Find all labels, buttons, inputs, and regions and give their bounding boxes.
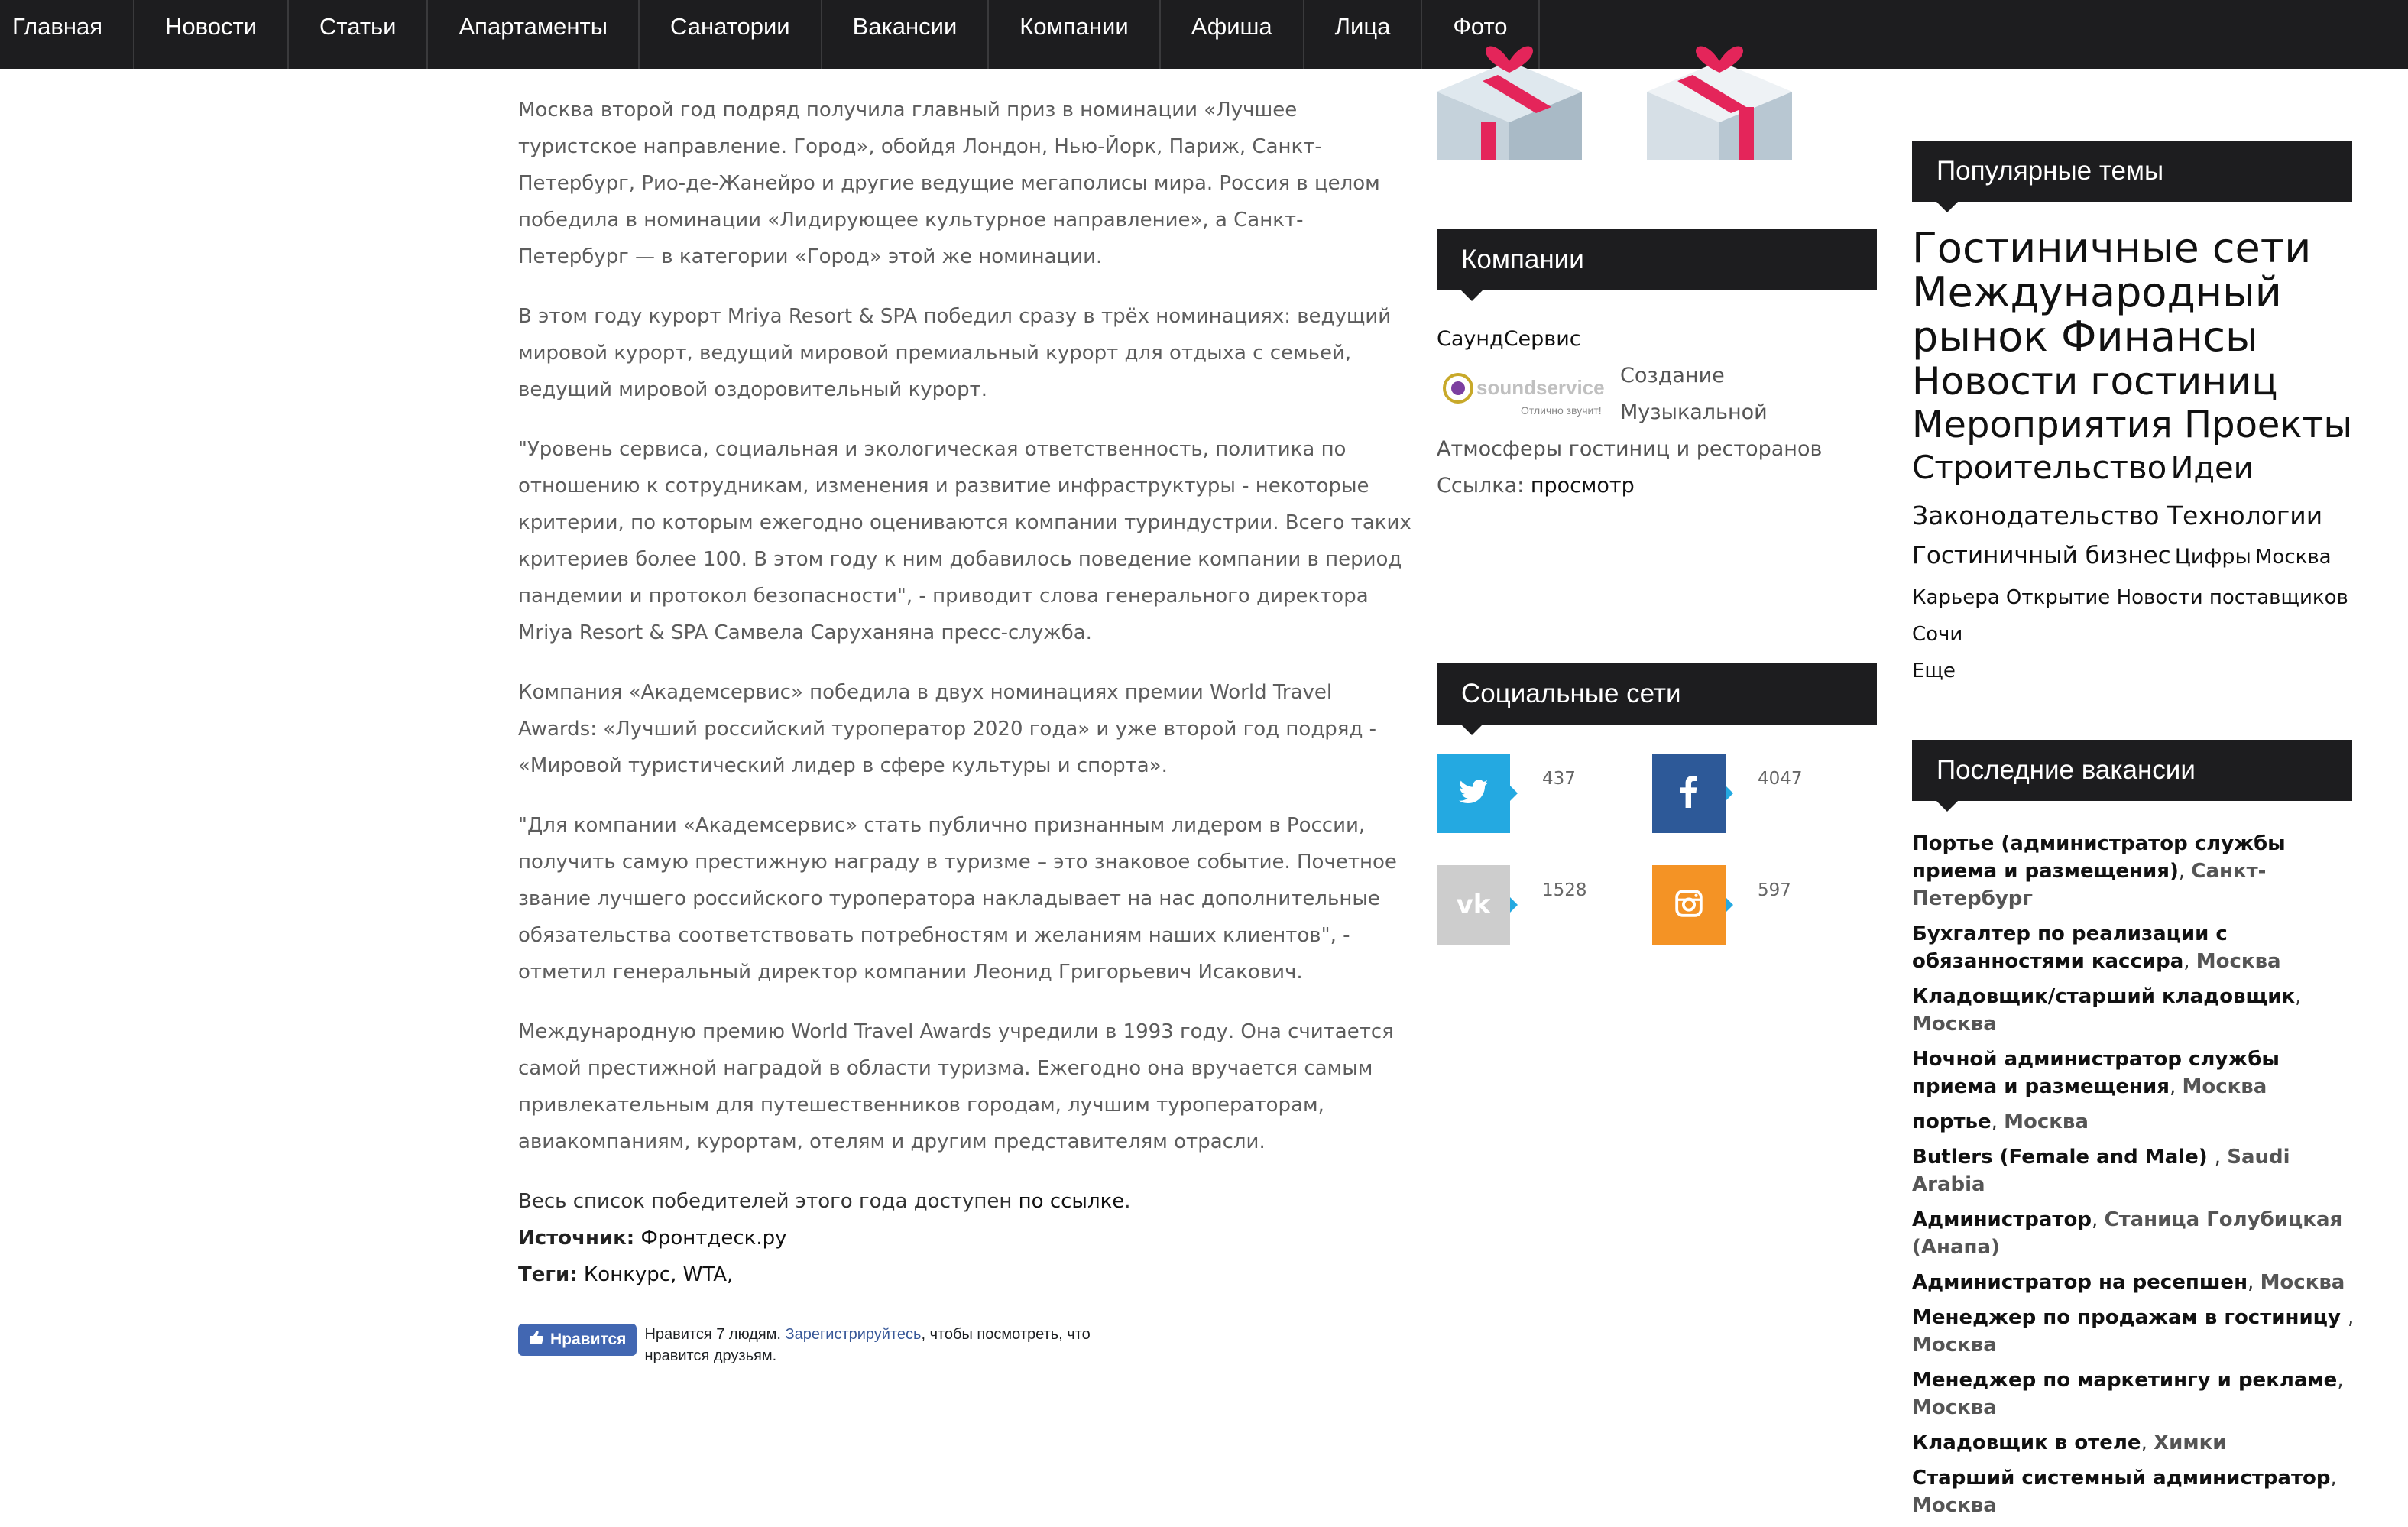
company-view-link[interactable]: просмотр [1530, 474, 1635, 498]
vacancy-city: Москва [2182, 1075, 2267, 1098]
vacancy-city: Москва [2196, 950, 2281, 973]
nav-item-photo[interactable]: Фото [1422, 0, 1539, 69]
full-list-line [518, 1183, 1412, 1220]
vacancy-title[interactable]: Ночной администратор службы приема и размещения [1912, 1048, 2280, 1098]
vacancy-city: Химки [2154, 1431, 2227, 1454]
vacancy-title[interactable]: Старший системный администратор [1912, 1467, 2331, 1490]
article-paragraph: Международную премию World Travel Awards учредили в 1993 году. Она считается самой престижной наградой в области туризма. Ежегодно она вручается самым привлекательным для путешественников городам, лучшим туроператорам, авиакомпаниям, курортам, отелям и другим представителям отрасли. [518, 1020, 1394, 1153]
nav-item-articles[interactable]: Статьи [289, 0, 428, 69]
nav-item-people[interactable]: Лица [1304, 0, 1423, 69]
vacancy-title[interactable]: Butlers (Female and Male) [1912, 1146, 2215, 1169]
vacancy-item[interactable]: Кладовщик в отеле, Химки [1912, 1431, 2227, 1454]
vacancies-list [1912, 830, 2355, 1527]
tag-link[interactable]: Гостиничные сети [1912, 224, 2312, 272]
article-paragraph: Компания «Академсервис» победила в двух номинациях премии World Travel Awards: «Лучший российский туроператор 2020 года» и уже второй год подряд - «Мировой туристический лидер в сфере культуры и спорта». [518, 681, 1377, 777]
gift-box-banner[interactable] [1437, 31, 1582, 160]
social-widget-title: Социальные сети [1437, 663, 1877, 725]
nav-item-news[interactable]: Новости [134, 0, 289, 69]
facebook-like-box [518, 1324, 1412, 1367]
article-paragraph: "Уровень сервиса, социальная и экологическая ответственность, политика по отношению к сотрудникам, изменения и развитие инфраструктуры - некоторые критерии, по которым ежегодно оцениваются компании туриндустрии. Всего таких критериев более 100. В этом году к ним добавилось поведение компании в период пандемии и протокол безопасности", - приводит слова генерального директора Mriya Resort & SPA Самвела Саруханяна пресс-служба. [518, 438, 1411, 644]
facebook-count: 4047 [1758, 769, 1803, 789]
tag-link[interactable]: Москва [2254, 546, 2332, 569]
nav-item-sanatoriums[interactable]: Санатории [640, 0, 822, 69]
twitter-icon [1459, 780, 1488, 808]
tag-cloud [1912, 226, 2355, 689]
tag-link[interactable]: Цифры [2174, 545, 2251, 569]
vacancy-title[interactable]: Бухгалтер по реализации с обязанностями кассира [1912, 922, 2228, 973]
thumbs-up-icon [529, 1330, 544, 1350]
tag-link[interactable]: Мероприятия [1912, 404, 2173, 446]
vacancy-item[interactable]: Администратор, Станица Голубицкая (Анапа) [1912, 1208, 2343, 1259]
tag-link[interactable]: Проекты [2184, 404, 2353, 446]
facebook-button[interactable] [1652, 754, 1726, 833]
gift-box-banner[interactable] [1647, 31, 1792, 160]
latest-vacancies-title: Последние вакансии [1912, 740, 2352, 801]
vacancy-item[interactable]: Менеджер по маркетингу и рекламе, Москва [1912, 1369, 2344, 1419]
tag-link[interactable]: Открытие [2005, 586, 2111, 609]
banner-row [1437, 69, 1819, 168]
nav-item-main[interactable]: Главная [0, 0, 134, 69]
vacancy-item[interactable]: Кладовщик/старший кладовщик, Москва [1912, 985, 2302, 1036]
like-text-end: , чтобы посмотреть, что нравится друзьям. [644, 1326, 1091, 1364]
tags-line [518, 1256, 1412, 1293]
instagram-count: 597 [1758, 880, 1791, 900]
full-list-text: Весь список победителей этого года доступен [518, 1190, 1019, 1213]
vacancy-city: Станица Голубицкая (Анапа) [1912, 1208, 2343, 1259]
nav-item-vacancies[interactable]: Вакансии [822, 0, 990, 69]
tag-link[interactable]: Новости гостиниц [1912, 359, 2278, 404]
tag-link[interactable]: Идеи [2170, 451, 2254, 486]
article-paragraph: "Для компании «Академсервис» стать публично признанным лидером в России, получить самую престижную награду в туризме – это знаковое событие. Почетное звание лучшего российского туроператора накладывает на нас дополнительные обязательства соответствовать потребностям и желаниям наших клиентов", - отметил генеральный директор компании Леонид Григорьевич Исакович. [518, 814, 1397, 984]
register-link[interactable]: Зарегистрируйтесь [785, 1326, 922, 1343]
vacancy-title[interactable]: Кладовщик в отеле [1912, 1431, 2141, 1454]
source-label: Источник: [518, 1227, 635, 1250]
vacancy-city: Москва [2260, 1271, 2345, 1294]
tag-link[interactable]: Сочи [1912, 623, 1963, 646]
tags-links[interactable]: Конкурс, WTA, [583, 1263, 734, 1286]
vacancy-item[interactable]: Менеджер по продажам в гостиницу , Москва [1912, 1306, 2355, 1357]
tag-link[interactable]: Новости поставщиков [2116, 586, 2348, 609]
vacancy-item[interactable]: Бухгалтер по реализации с обязанностями кассира, Москва [1912, 922, 2281, 973]
source-link[interactable]: Фронтдеск.ру [640, 1227, 787, 1250]
main-navigation [0, 0, 2408, 69]
full-list-link[interactable]: по ссылке [1018, 1190, 1125, 1213]
vacancy-item[interactable]: портье, Москва [1912, 1110, 2089, 1133]
like-info-text [644, 1324, 1149, 1367]
vacancy-city: Москва [2004, 1110, 2089, 1133]
vk-button[interactable] [1437, 865, 1510, 945]
vacancy-city: Москва [1912, 1494, 1997, 1517]
company-link-label: Ссылка: [1437, 474, 1531, 498]
vk-icon: vk [1456, 890, 1491, 920]
tag-link[interactable]: Строительство [1912, 449, 2167, 486]
tags-label: Теги: [518, 1263, 578, 1286]
company-logo-tagline: Отлично звучит! [1521, 404, 1602, 417]
vk-count: 1528 [1542, 880, 1587, 900]
vacancy-item[interactable]: Администратор на ресепшен, Москва [1912, 1271, 2345, 1294]
vacancy-title[interactable]: Кладовщик/старший кладовщик [1912, 985, 2296, 1008]
tag-link[interactable]: Технологии [2167, 501, 2323, 530]
tag-link[interactable]: Гостиничный бизнес [1912, 542, 2171, 569]
company-logo-text: soundservice [1476, 376, 1605, 399]
company-card [1437, 321, 1877, 504]
full-list-end: . [1124, 1190, 1131, 1213]
vacancy-title[interactable]: Администратор [1912, 1208, 2092, 1231]
vacancy-item[interactable]: Старший системный администратор, Москва [1912, 1467, 2337, 1517]
company-link-line [1437, 468, 1877, 504]
vacancy-item[interactable]: Butlers (Female and Male) , Saudi Arabia [1912, 1146, 2290, 1196]
vacancy-item[interactable]: Ночной администратор службы приема и размещения, Москва [1912, 1048, 2280, 1098]
instagram-icon [1674, 889, 1703, 922]
more-tags-link[interactable]: Еще [1912, 660, 1956, 682]
tag-link[interactable]: Законодательство [1912, 501, 2160, 530]
vacancy-city: Saudi Arabia [1912, 1146, 2290, 1196]
source-line [518, 1220, 1412, 1256]
vacancy-title[interactable]: Менеджер по продажам в гостиницу [1912, 1306, 2348, 1329]
vacancy-city: Москва [1912, 1334, 1997, 1357]
facebook-icon [1680, 776, 1697, 812]
nav-item-apartments[interactable]: Апартаменты [428, 0, 640, 69]
article-paragraph: Москва второй год подряд получила главный приз в номинации «Лучшее туристское направление. Город», обойдя Лондон, Нью-Йорк, Париж, Санкт-Петербург, Рио-де-Жанейро и другие ведущие мегаполисы мира. Россия в целом победила в номинации «Лидирующее культурное направление», а Санкт-Петербург — в категории «Город» этой же номинации. [518, 99, 1380, 268]
vacancy-item[interactable]: Портье (администратор службы приема и размещения), Санкт-Петербург [1912, 832, 2286, 910]
tag-link[interactable]: Международный рынок [1912, 268, 2282, 361]
vacancy-city: Москва [1912, 1013, 1997, 1036]
nav-item-companies[interactable]: Компании [989, 0, 1160, 69]
article-body [518, 92, 1412, 1367]
nav-item-events[interactable]: Афиша [1161, 0, 1304, 69]
like-count-text: Нравится 7 людям. [644, 1326, 786, 1343]
article-paragraph: В этом году курорт Mriya Resort & SPA победил сразу в трёх номинациях: ведущий мировой курорт, ведущий мировой премиальный курорт для отдыха с семьей, ведущий мировой оздоровительный курорт. [518, 305, 1392, 401]
vacancy-title[interactable]: Менеджер по маркетингу и рекламе [1912, 1369, 2338, 1392]
vacancy-city: Санкт-Петербург [1912, 860, 2267, 910]
vacancy-title[interactable]: Администратор на ресепшен [1912, 1271, 2248, 1294]
twitter-count: 437 [1542, 769, 1576, 789]
companies-widget-title: Компании [1437, 229, 1877, 290]
vacancy-title[interactable]: портье [1912, 1110, 1992, 1133]
company-name[interactable]: СаундСервис [1437, 327, 1581, 351]
vacancy-title[interactable]: Портье (администратор службы приема и размещения) [1912, 832, 2286, 883]
twitter-button[interactable] [1437, 754, 1510, 833]
tag-link[interactable]: Финансы [2061, 313, 2258, 361]
company-logo[interactable] [1437, 367, 1612, 428]
vacancy-city: Москва [1912, 1396, 1997, 1419]
instagram-button[interactable] [1652, 865, 1726, 945]
like-button-label: Нравится [550, 1331, 627, 1348]
company-description: Создание Музыкальной Атмосферы гостиниц и ресторанов [1437, 364, 1823, 461]
tag-link[interactable]: Карьера [1912, 586, 2000, 609]
like-button[interactable] [518, 1324, 637, 1356]
popular-topics-title: Популярные темы [1912, 141, 2352, 202]
